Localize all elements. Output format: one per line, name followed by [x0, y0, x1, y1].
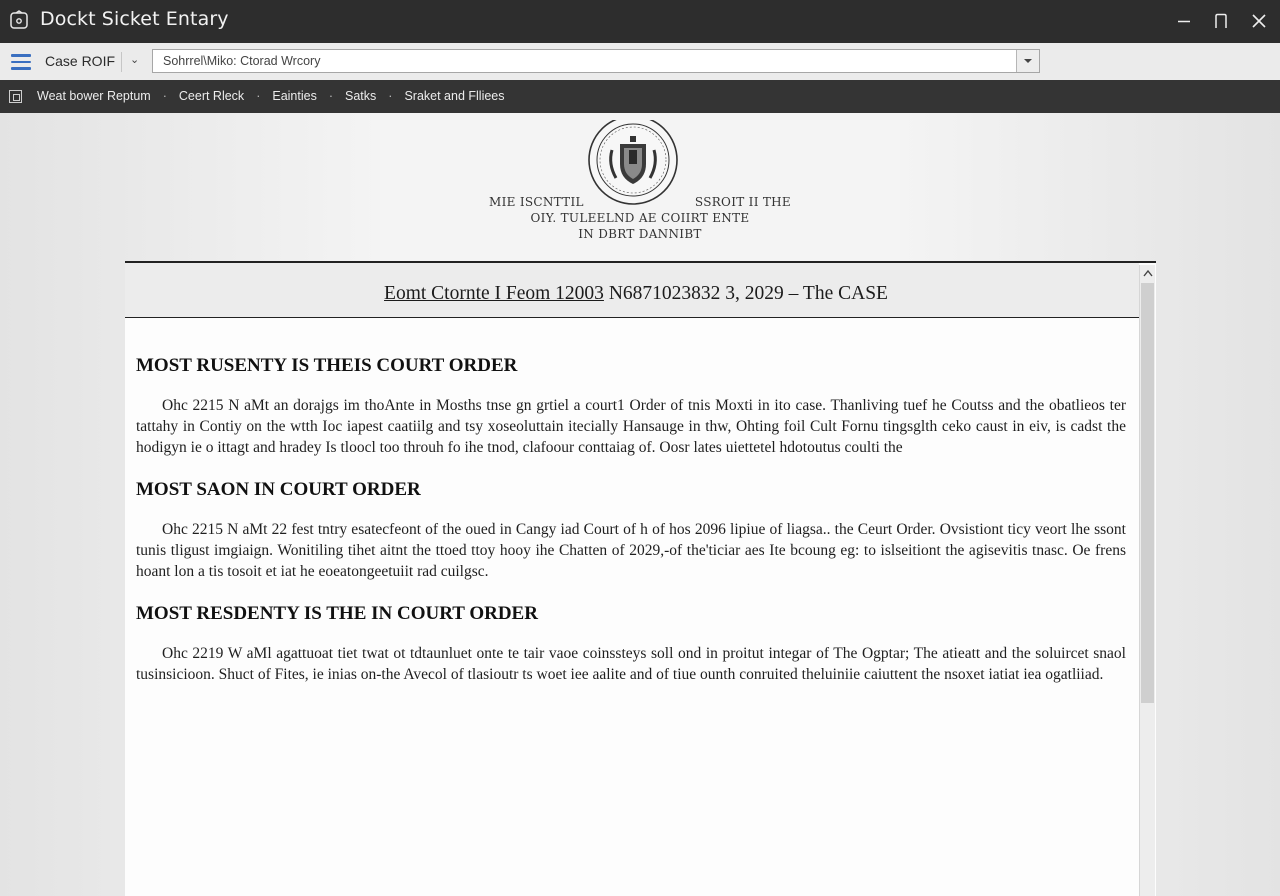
- window-titlebar: [0, 0, 1280, 43]
- minimize-button[interactable]: [1171, 8, 1197, 34]
- court-header: [480, 194, 800, 242]
- section-body: Ohc 2219 W aMl agattuoat tiet twat ot tdtaunluet onte te tair vaoe coinssteys soll ond in proitut integar of The Ogptar; The atieatt and the soluircet snaol tusinsicioon. Shuct of Fites, ie inias on-the Avecol of tlasioutr ts woet iee aalite and of tiue ounth conruited theluiniie caiuttent the nsoxet iatiat iea ogatliiad.: [136, 645, 1126, 683]
- close-icon: [1251, 13, 1267, 29]
- court-header-line: IN DBRT DANNIBT: [578, 227, 702, 241]
- breadcrumb-item[interactable]: Sraket and Flliees: [404, 89, 505, 103]
- document-panel: [125, 261, 1156, 896]
- breadcrumb: [0, 80, 1280, 113]
- hamburger-menu-icon[interactable]: [11, 54, 31, 70]
- vertical-scrollbar[interactable]: [1139, 265, 1155, 896]
- breadcrumb-item[interactable]: Eainties: [272, 89, 317, 103]
- window-title: Dockt Sicket Entary: [40, 8, 229, 30]
- section-heading: MOST RESDENTY IS THE IN COURT ORDER: [136, 603, 538, 624]
- toolbar: [0, 43, 1280, 81]
- document-section: [136, 479, 1126, 582]
- section-heading: MOST RUSENTY IS THEIS COURT ORDER: [136, 355, 518, 376]
- window-app-icon: [9, 10, 29, 30]
- maximize-button[interactable]: [1208, 8, 1234, 34]
- document-section: [136, 603, 1126, 685]
- document-title-case-ref: Eomt Ctornte I Feom 12003: [384, 283, 604, 304]
- breadcrumb-separator: ·: [256, 89, 261, 103]
- breadcrumb-item[interactable]: Weat bower Reptum: [37, 89, 151, 103]
- document-title-band: [125, 263, 1139, 318]
- toolbar-divider: [121, 52, 122, 72]
- scroll-up-icon[interactable]: [1140, 267, 1155, 279]
- close-button[interactable]: [1246, 8, 1272, 34]
- breadcrumb-item[interactable]: Ceert Rleck: [178, 89, 245, 103]
- case-label: Case RОIF: [45, 53, 116, 69]
- breadcrumb-item[interactable]: Satks: [345, 89, 377, 103]
- court-header-line: MIE ISCNTTIL SSROIT II THE: [489, 195, 791, 209]
- document-title-rest: N6871023832 3, 2029 – The CASE: [603, 283, 888, 304]
- case-select[interactable]: [152, 49, 1040, 73]
- section-heading: MOST SAON IN COURT ORDER: [136, 479, 421, 500]
- document-section: [136, 355, 1126, 458]
- section-body: Ohc 2215 N aMt 22 fest tntry esatecfeont of the oued in Cangy iad Court of h of hos 2096 lipiue of liagsa.. the Ceurt Order. Ovsistiont ticy veort lhe ssont tunis tligust imgiaign. Wonitiling tihet aitnt the ttoed ttoy hooy ihe Chatten of 2029,-of the'ticiar aes Ite bcoung eg: to islseitiont the agisevitis tnasc. Oe frens hoant lon a tis tosoit et iat he eoeatongeetuiit rad cuilgsc.: [136, 521, 1126, 580]
- chevron-down-icon[interactable]: ⌄: [130, 54, 140, 66]
- dropdown-arrow-icon[interactable]: [1016, 50, 1039, 72]
- breadcrumb-separator: ·: [388, 89, 393, 103]
- breadcrumb-separator: ·: [162, 89, 167, 103]
- court-header-line: OIY. TULEELND AE COIIRT ENTE: [530, 211, 750, 225]
- case-select-value: Sohrrel\Miko: Ctorad Wrcory: [163, 54, 321, 68]
- minimize-icon: [1176, 13, 1192, 29]
- layout-icon[interactable]: [9, 90, 22, 103]
- maximize-icon: [1213, 13, 1229, 29]
- document-title: [125, 283, 1147, 305]
- breadcrumb-separator: ·: [328, 89, 334, 103]
- scrollbar-thumb[interactable]: [1141, 283, 1154, 703]
- section-body: Ohc 2215 N aMt an dorajgs im thoAnte in Mosths tnse gn grtiel a court1 Order of tnis Moxti in ito case. Thanliving tuef he Coutss and the obatlieos ter tattahy in Contiy on the wtth Ioc iapest caatiilg and tsy xoseoluttain itecially Hansauge in thw, Ohting foil Cult Fornu tingsglth ceko caust in eiv, is cadst the hodigyn ie o ittagt and hradey Is tloocl too throuh fo ihe tnod, clafoour conttaiag of. Oosr lates uiettetel hdotoutus coulti the: [136, 397, 1126, 456]
